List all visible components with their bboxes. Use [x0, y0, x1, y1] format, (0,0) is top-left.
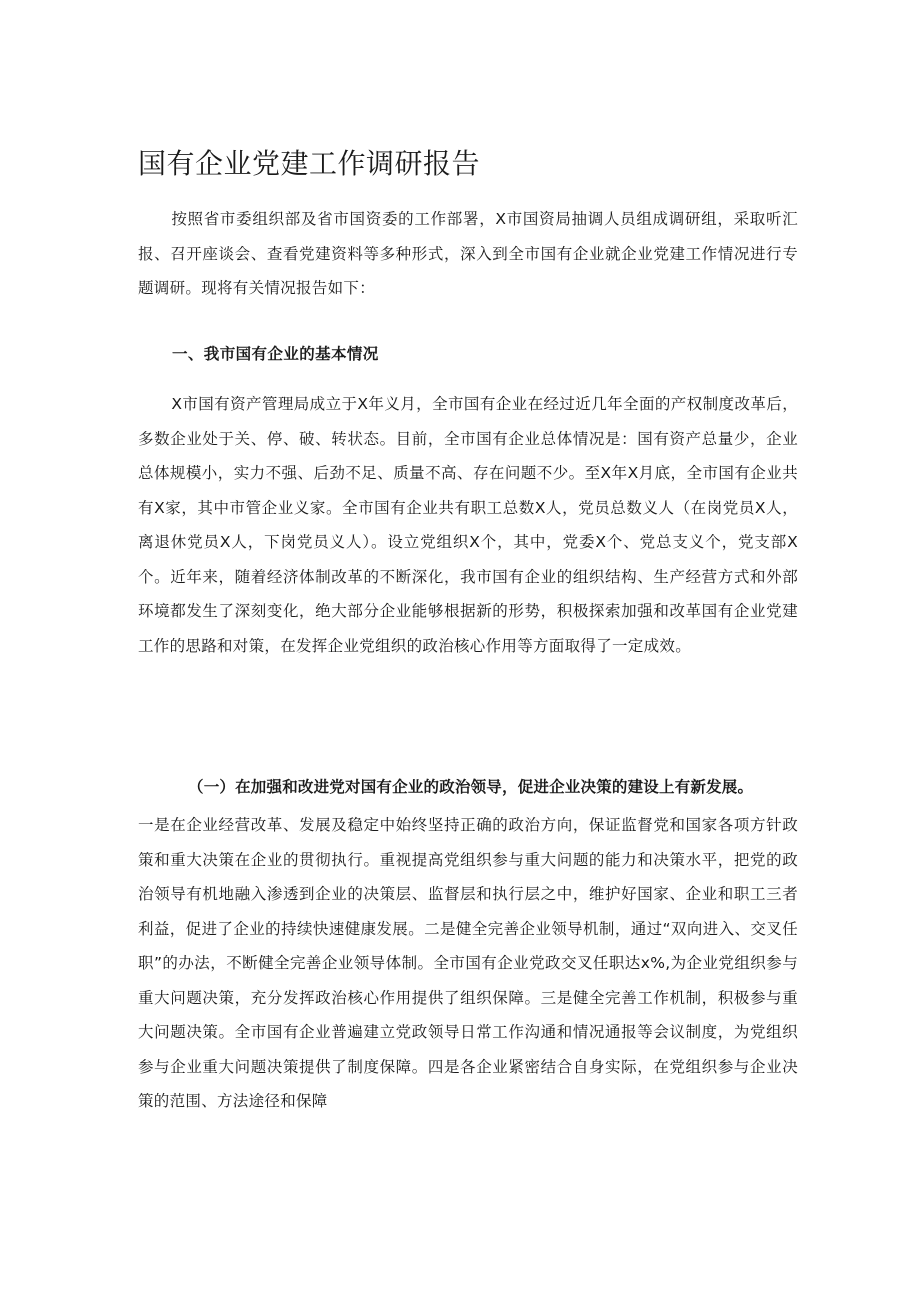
intro-paragraph: 按照省市委组织部及省市国资委的工作部署，X市国资局抽调人员组成调研组，采取听汇报、召开座谈会、查看党建资料等多种形式，深入到全市国有企业就企业党建工作情况进行专题调研。现将有关情况报告如下：: [138, 210, 798, 297]
document-title: 国有企业党建工作调研报告: [138, 147, 481, 180]
subsection-heading-political-leadership: （一）在加强和改进党对国有企业的政治领导，促进企业决策的建设上有新发展。: [188, 778, 754, 796]
political-leadership-paragraph: 一是在企业经营改革、发展及稳定中始终坚持正确的政治方向，保证监督党和国家各项方针政策和重大决策在企业的贯彻执行。重视提高党组织参与重大问题的能力和决策水平，把党的政治领导有机地融入渗透到企业的决策层、监督层和执行层之中，维护好国家、企业和职工三者利益，促进了企业的持续快速健康发展。二是健全完善企业领导机制，通过“双向进入、交叉任职”的办法，不断健全完善企业领导体制。全市国有企业党政交叉任职达x%,为企业党组织参与重大问题决策，充分发挥政治核心作用提供了组织保障。三是健全完善工作机制，积极参与重大问题决策。全市国有企业普遍建立党政领导日常工作沟通和情况通报等会议制度，为党组织参与企业重大问题决策提供了制度保障。四是各企业紧密结合自身实际，在党组织参与企业决策的范围、方法途径和保障: [138, 816, 798, 1110]
basic-situation-paragraph: X市国有资产管理局成立于X年义月，全市国有企业在经过近几年全面的产权制度改革后，多数企业处于关、停、破、转状态。目前，全市国有企业总体情况是：国有资产总量少，企业总体规模小，实力不强、后劲不足、质量不高、存在问题不少。至X年X月底，全市国有企业共有X家，其中市管企业义家。全市国有企业共有职工总数X人，党员总数义人（在岗党员X人，离退休党员X人，下岗党员义人）。设立党组织X个，其中，党委X个、党总支义个，党支部X个。近年来，随着经济体制改革的不断深化，我市国有企业的组织结构、生产经营方式和外部环境都发生了深刻变化，绝大部分企业能够根据新的形势，积极探索加强和改革国有企业党建工作的思路和对策，在发挥企业党组织的政治核心作用等方面取得了一定成效。: [138, 395, 798, 655]
section-heading-basic-situation: 一、我市国有企业的基本情况: [172, 345, 379, 363]
